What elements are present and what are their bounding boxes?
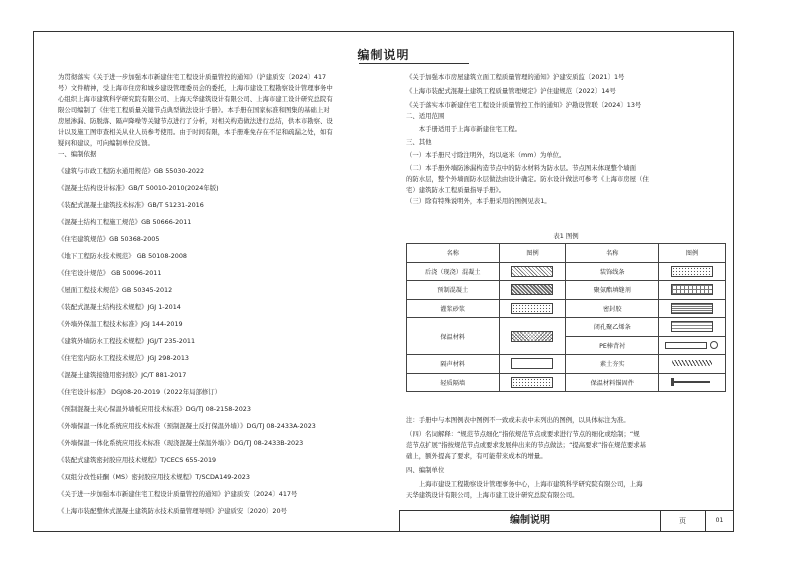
legend-swatch-cell (658, 281, 725, 300)
other-item: 的防水层，整个外墙面防水层做法由设计确定。防水设计做法可参考《上海市房屋（住 (406, 175, 649, 183)
cross-swatch-icon (511, 331, 553, 342)
legend-row (407, 318, 726, 337)
standard-item: 《混凝土结构工程施工规范》GB 50666-2011 (58, 218, 192, 226)
legend-swatch-cell (499, 318, 566, 355)
notes-block (406, 415, 726, 501)
legend-swatch-cell (658, 336, 725, 355)
reference-item: 《关于加强本市房屋建筑立面工程质量管理的通知》沪建安质监〔2021〕1号 (406, 73, 625, 81)
section-heading: 四、编制单位 (406, 466, 445, 474)
standard-item: 《双组分改性硅酮（MS）密封胶应用技术规程》T/SCDA149-2023 (58, 473, 250, 481)
grid-swatch-icon (671, 284, 713, 295)
legend-swatch-cell (499, 262, 566, 281)
standard-item: 《住宅室内防水工程技术规范》JGJ 298-2013 (58, 354, 189, 362)
standard-item: 《预制混凝土夹心保温外墙板应用技术标准》DG/TJ 08-2158-2023 (58, 405, 251, 413)
legend-swatch-cell (658, 318, 725, 337)
standard-item: 《屋面工程技术规范》GB 50345-2012 (58, 286, 173, 294)
legend-row (407, 373, 726, 392)
page-title: 编制说明 (357, 48, 410, 62)
unit-line: 上海市建设工程勘察设计管理事务中心，上海市建筑科学研究院有限公司，上海 (418, 480, 643, 488)
legend-swatch-cell (658, 373, 725, 392)
standard-item: 《地下工程防水技术规范》 GB 50108-2008 (58, 252, 187, 260)
right-column (406, 72, 726, 207)
intro-line: 号）文件精神，受上海市住房和城乡建设管理委员会的委托，上海市建设工程勘察设计管理事务中 (58, 84, 333, 92)
other-item: （一）本手册尺寸除注明外，均以毫米（mm）为单位。 (406, 151, 566, 159)
plain-swatch-icon (511, 358, 553, 369)
standard-item: 《建筑外墙防水工程技术规程》JGJ/T 235-2011 (58, 337, 196, 345)
legend-swatch-cell (499, 299, 566, 318)
intro-line: 心组织上海市建筑科学研究院有限公司、上海天华建筑设计有限公司、上海市建工设计研究总院有 (58, 95, 333, 103)
table-header: 名称 (566, 244, 659, 263)
legend-name: 密封胶 (566, 299, 659, 318)
screw-swatch-icon (674, 381, 710, 383)
wave-swatch-icon (672, 360, 712, 366)
legend-row (407, 281, 726, 300)
legend-row (407, 262, 726, 281)
legend-swatch-cell (658, 262, 725, 281)
standard-item: 《装配式混凝土结构技术规程》JGJ 1-2014 (58, 303, 181, 311)
standard-item: 《混凝土建筑接缝用密封胶》JC/T 881-2017 (58, 371, 187, 379)
legend-swatch-cell (499, 355, 566, 374)
standard-item: 《装配式建筑密封胶应用技术规程》T/CECS 655-2019 (58, 456, 217, 464)
legend-swatch-cell (658, 355, 725, 374)
other-item: 宅）建筑防水工程质量指导手册》。 (406, 186, 506, 194)
intro-line: 计以及施工图审查相关从业人员参考使用。由于时间有限，本手册难免存在不足和疏漏之处，如有 (58, 128, 333, 136)
legend-name: 保温材料锚固件 (566, 373, 659, 392)
glossary-line: 础上，额外提高了要求，有可能带来成本的增量。 (406, 452, 547, 460)
legend-name: 装饰线条 (566, 262, 659, 281)
page-label: 页 (660, 511, 706, 531)
reference-item: 《上海市装配式混凝土建筑工程质量管理规定》沪住建规范〔2022〕14号 (406, 87, 616, 95)
intro-line: 限公司编制了《住宅工程质量关键节点典型做法设计手册》。本手册在国家标准和图集的基础上对 (58, 106, 330, 114)
glossary-line: （四）名词解释：“规范节点细化”指依规范节点或要求进行节点的细化或绘制；“规 (406, 430, 640, 438)
standard-item: 《装配式混凝土建筑技术标准》GB/T 51231-2016 (58, 201, 204, 209)
standard-item: 《住宅设计标准》 DGJ08-20-2019（2022年局部修订） (58, 388, 222, 396)
hatch2-swatch-icon (511, 284, 553, 295)
standard-item: 《外墙外保温工程技术标准》JGJ 144-2019 (58, 320, 183, 328)
title-block-name: 编制说明 (400, 511, 661, 531)
left-column (58, 72, 388, 517)
intro-line: 为贯彻落实《关于进一步加强本市新建住宅工程设计质量管控的通知》（沪建质安〔2024〕417 (58, 73, 327, 81)
standard-item: 《关于进一步加强本市新建住宅工程设计质量管控的通知》沪建质安〔2024〕417号 (58, 490, 298, 498)
dots-swatch-icon (511, 303, 553, 314)
section-heading: 三、其他 (406, 138, 432, 146)
bricks-swatch-icon (671, 321, 713, 332)
legend-table (406, 243, 726, 392)
unit-line: 天华建筑设计有限公司，上海市建工设计研究总院有限公司。 (406, 491, 579, 499)
legend-name: 轻质隔墙 (407, 373, 500, 392)
table-note: 注：手册中与本图例表中图例不一致或未表中未列出的图例，以具体标注为准。 (406, 416, 630, 424)
legend-name: 素土夯实 (566, 355, 659, 374)
scope-text: 本手册适用于上海市新建住宅工程。 (418, 125, 522, 133)
pe-swatch-icon (665, 342, 707, 349)
table-header: 图例 (499, 244, 566, 263)
circle-icon (710, 341, 718, 349)
legend-name: 闭孔聚乙烯条 (566, 318, 659, 337)
other-item: （三）除有特殊说明外，本手册采用的图例见表1。 (406, 197, 551, 205)
section-heading: 一、编制依据 (58, 150, 97, 158)
intro-line: 疑问和建议，可向编制单位反馈。 (58, 139, 154, 147)
standard-item: 《外墙保温一体化系统应用技术标准（现浇混凝土保温外墙）》DG/TJ 08-2433B-2023 (58, 439, 304, 447)
standard-item: 《混凝土结构设计标准》GB/T 50010-2010(2024年版) (58, 184, 219, 192)
legend-name: 预制混凝土 (407, 281, 500, 300)
legend-row (407, 299, 726, 318)
legend-name: PE棒背衬 (566, 336, 659, 355)
drawing-frame (33, 31, 734, 532)
intro-line: 房屋渗漏、防脱落、隔声降噪等关键节点进行了分析，对相关构造做法进行总结，供本市勘察、设 (58, 117, 333, 125)
standard-item: 《上海市装配整体式混凝土建筑防水技术质量管理导则》沪建质安〔2020〕20号 (58, 507, 287, 515)
legend-name: 灌浆砂浆 (407, 299, 500, 318)
standard-item: 《建筑与市政工程防水通用规范》GB 55030-2022 (58, 167, 205, 175)
title-underline (359, 63, 469, 64)
glossary-line: 范节点扩展”指按规范节点或要求发展伸出来的节点做法；“提高要求”指在规范要求基 (406, 441, 646, 449)
title-block (399, 510, 734, 532)
table-header: 图例 (658, 244, 725, 263)
reference-item: 《关于落实本市新建住宅工程设计质量管控工作的通知》沪勘设管联〔2024〕13号 (406, 101, 642, 109)
table-caption: 表1 图例 (553, 232, 579, 240)
legend-row (407, 355, 726, 374)
hatch-swatch-icon (511, 266, 553, 277)
page-number: 01 (715, 517, 724, 524)
dots-swatch-icon (671, 266, 713, 277)
dots-swatch-icon (511, 377, 553, 388)
legend-swatch-cell (499, 281, 566, 300)
legend-name: 后浇（现浇）混凝土 (407, 262, 500, 281)
legend-name: 保温材料 (407, 318, 500, 355)
standard-item: 《住宅设计规范》 GB 50096-2011 (58, 269, 162, 277)
other-item: （二）本手册外墙防渗漏构造节点中的防水材料为防水层。节点图未体现整个墙面 (406, 164, 637, 172)
legend-swatch-cell (499, 373, 566, 392)
legend-name: 隔声材料 (407, 355, 500, 374)
table-header: 名称 (407, 244, 500, 263)
legend-swatch-cell (658, 299, 725, 318)
hlines-swatch-icon (671, 303, 713, 314)
standard-item: 《外墙保温一体化系统应用技术标准（预制混凝土反打保温外墙）》DG/TJ 08-2433A-2023 (58, 422, 316, 430)
section-heading: 二、适用范围 (406, 112, 445, 120)
legend-name: 聚氨酯填缝剂 (566, 281, 659, 300)
standard-item: 《住宅建筑规范》GB 50368-2005 (58, 235, 160, 243)
